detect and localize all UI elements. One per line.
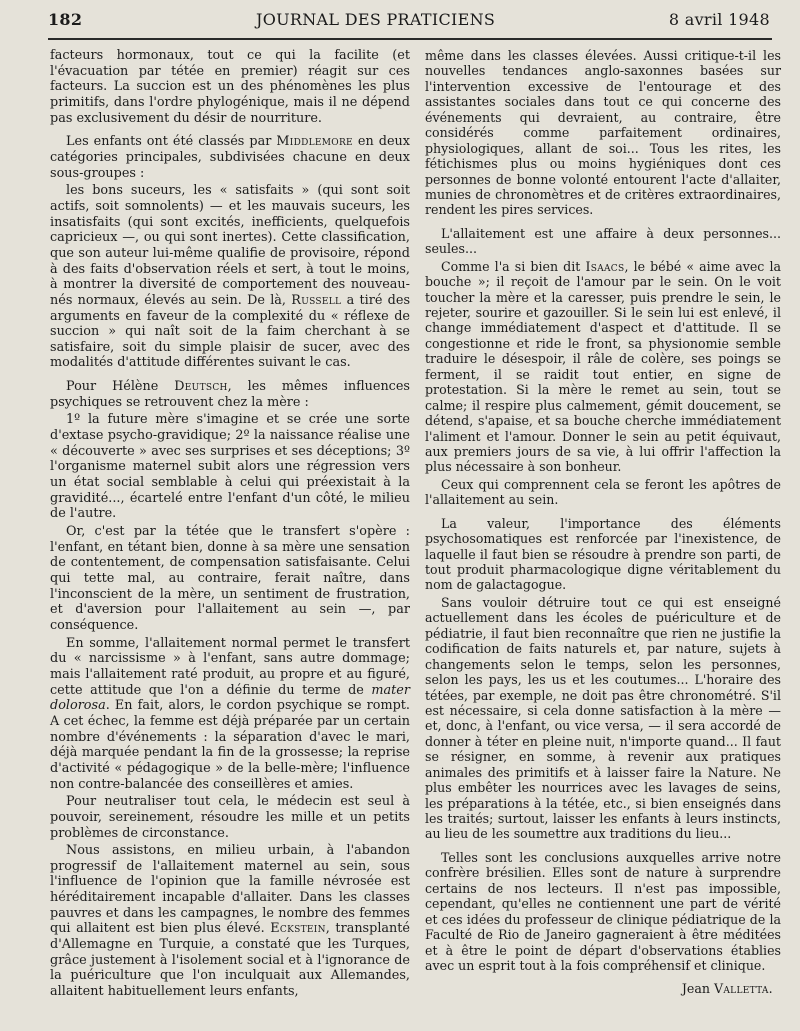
signature: Jean Valletta. [681,981,773,997]
page-header [48,10,770,36]
paragraph: La valeur, l'importance des éléments psychosomatiques est renforcée par l'inexistence, de laquelle il faut bien se résoudre à prendre son parti, de tout produit pharmacologique digne véritablement du nom de galactagogue. [425,515,781,593]
paragraph: Les enfants ont été classés par Middlemore en deux catégories principales, subdivisées chacune en deux sous-groupes : [50,134,410,181]
paragraph: Nous assistons, en milieu urbain, à l'abandon progressif de l'allaitement maternel au sein, sous l'influence de l'opinion que la famille névrosée est héréditairement incapable d'allaiter. Dans les classes pauvres et dans les campagnes, le nombre des femmes qui allaitent est bien plus élevé. Eckstein, transplanté d'Allemagne en Turquie, a constaté que les Turques, grâce justement à l'isolement social et à l'ignorance de la puériculture que l'on inculquait aux Allemandes, allaitent habituellement leurs enfants, [50,843,410,1000]
author-name: Eckstein [270,921,326,937]
journal-title: JOURNAL DES PRATICIENS [256,10,496,29]
author-name: Deutsch [174,379,228,395]
issue-date: 8 avril 1948 [668,10,770,29]
paragraph: Pour neutraliser tout cela, le médecin est seul à pouvoir, sereinement, résoudre les mille et un petits problèmes de circonstance. [50,794,410,841]
right-column [425,48,781,997]
paragraph: Ceux qui comprennent cela se feront les apôtres de l'allaitement au sein. [425,476,781,508]
left-column [50,48,410,1008]
paragraph: les bons suceurs, les « satisfaits » (qui sont soit actifs, soit somnolents) — et les mauvais suceurs, les insatisfaits (qui sont excités, inefficients, quelquefois capricieux —, ou qui sont inertes). Cette classification, que son auteur lui-même qualifie de provisoire, répond à des faits d'observation réels et sert, à tout le moins, à montrer la diversité de comportement des nouveau-nés normaux, élevés au sein. De là, Russell a tiré des arguments en faveur de la complexité du « réflexe de succion » qui naît soit de la faim cherchant à se satisfaire, soit du simple plaisir de sucer, avec des modalités d'attitude différentes suivant le cas. [50,183,411,371]
author-name: Russell [291,292,342,308]
author-name: Isaacs [585,258,625,274]
paragraph: Or, c'est par la tétée que le transfert s'opère : l'enfant, en tétant bien, donne à sa mère une sensation de contentement, de compensation satisfaisante. Celui qui tette mal, au contraire, ferait naître, dans l'inconscient de la mère, un sentiment de frustration, et d'aversion pour l'allaitement au sein —, par conséquence. [50,524,410,633]
paragraph: Comme l'a si bien dit Isaacs, le bébé « aime avec la bouche »; il reçoit de l'amour par le sein. On le voit toucher la mère et la caresser, puis prendre le sein, le rejeter, sourire et gazouiller. Si le sein lui est enlevé, il change immédiatement d'aspect et d'attitude. Il se congestionne et ride le front, sa physionomie semble traduire le désespoir, il râle de colère, ses poings se ferment, il se raidit tout entier, en signe de protestation. Si la mère le remet au sein, tout se calme; il respire plus calmement, gémit doucement, se détend, s'apaise, et sa bouche cherche immédiatement l'aliment et l'amour. Donner le sein au petit équivaut, aux premiers jours de sa vie, à lui offrir l'affection la plus nécessaire à son bonheur. [425,258,781,475]
paragraph: En somme, l'allaitement normal permet le transfert du « narcissisme » à l'enfant, sans autre dommage; mais l'allaitement raté produit, au propre et au figuré, cette attitude que l'on a définie du terme de mater dolorosa. En fait, alors, le cordon psychique se rompt. A cet échec, la femme est déjà préparée par un certain nombre d'événements : la séparation d'avec le mari, déjà marquée pendant la fin de la grossesse; la reprise d'activité « pédagogique » de la belle-mère; l'influence non contre-balancée des conseillères et amies. [50,635,410,792]
paragraph: Telles sont les conclusions auxquelles arrive notre confrère brésilien. Elles sont de nature à surprendre certains de nos lecteurs. Il n'est pas impossible, cependant, qu'elles ne contiennent une part de vérité et ces idées du professeur de clinique pédiatrique de la Faculté de Rio de Janeiro gagneraient à être méditées et à être le point de départ d'observations établies avec un esprit tout à la fois compréhensif et clinique. [425,849,781,973]
paragraph: facteurs hormonaux, tout ce qui la facilite (et l'évacuation par tétée en premier) réagit sur ces facteurs. La succion est un des phénomènes les plus primitifs, dans l'ordre phylogénique, mais il ne dépend pas exclusivement du désir de nourriture. [50,48,410,126]
paragraph: Pour Hélène Deutsch, les mêmes influences psychiques se retrouvent chez la mère : [50,379,410,410]
author-name: Middlemore [276,134,353,150]
paragraph: 1º la future mère s'imagine et se crée une sorte d'extase psycho-gravidique; 2º la naissance réalise une « découverte » avec ses surprises et ses déceptions; 3º l'organisme maternel subit alors une régression vers un état social semblable à celui qui préexistait à la gravidité..., écartelé entre l'enfant d'un côté, le milieu de l'autre. [50,412,410,522]
header-rule [48,38,772,40]
paragraph: L'allaitement est une affaire à deux personnes... seules... [425,225,781,257]
page-number: 182 [48,10,83,29]
paragraph: même dans les classes élevées. Aussi critique-t-il les nouvelles tendances anglo-saxonnes basées sur l'intervention excessive de l'entourage et des assistantes sociales dans tout ce qui concerne des événements qui devraient, au contraire, être considérés comme parfaitement ordinaires, physiologiques, allant de soi... Tous les rites, les fétichismes plus ou moins hygiéniques dont ces personnes de bonne volonté entourent l'acte d'allaiter, munies de chronomètres et de critères extraordinaires, rendent les pires services. [425,48,781,218]
paragraph: Sans vouloir détruire tout ce qui est enseigné actuellement dans les écoles de puériculture et de pédiatrie, il faut bien reconnaître que rien ne justifie la codification de faits naturels et, par nature, sujets à changements selon le temps, selon les personnes, selon les pays, les us et les coutumes... L'horaire des tétées, par exemple, ne doit pas être chronométré. S'il est nécessaire, si cela donne satisfaction à la mère — et, donc, à l'enfant, ou vice versa, — il sera accordé de donner à téter en pleine nuit, n'importe quand... Il faut se résigner, en somme, à revenir aux pratiques animales des primitifs et à laisser faire la Nature. Ne plus embêter les nourrices avec les lavages de seins, les préparations à la tétée, etc., si bien enseignés dans les traités; surtout, laisser les enfants à leurs instincts, au lieu de les soumettre aux traditions du lieu... [425,594,781,842]
emphasis: mater dolorosa [50,682,410,714]
